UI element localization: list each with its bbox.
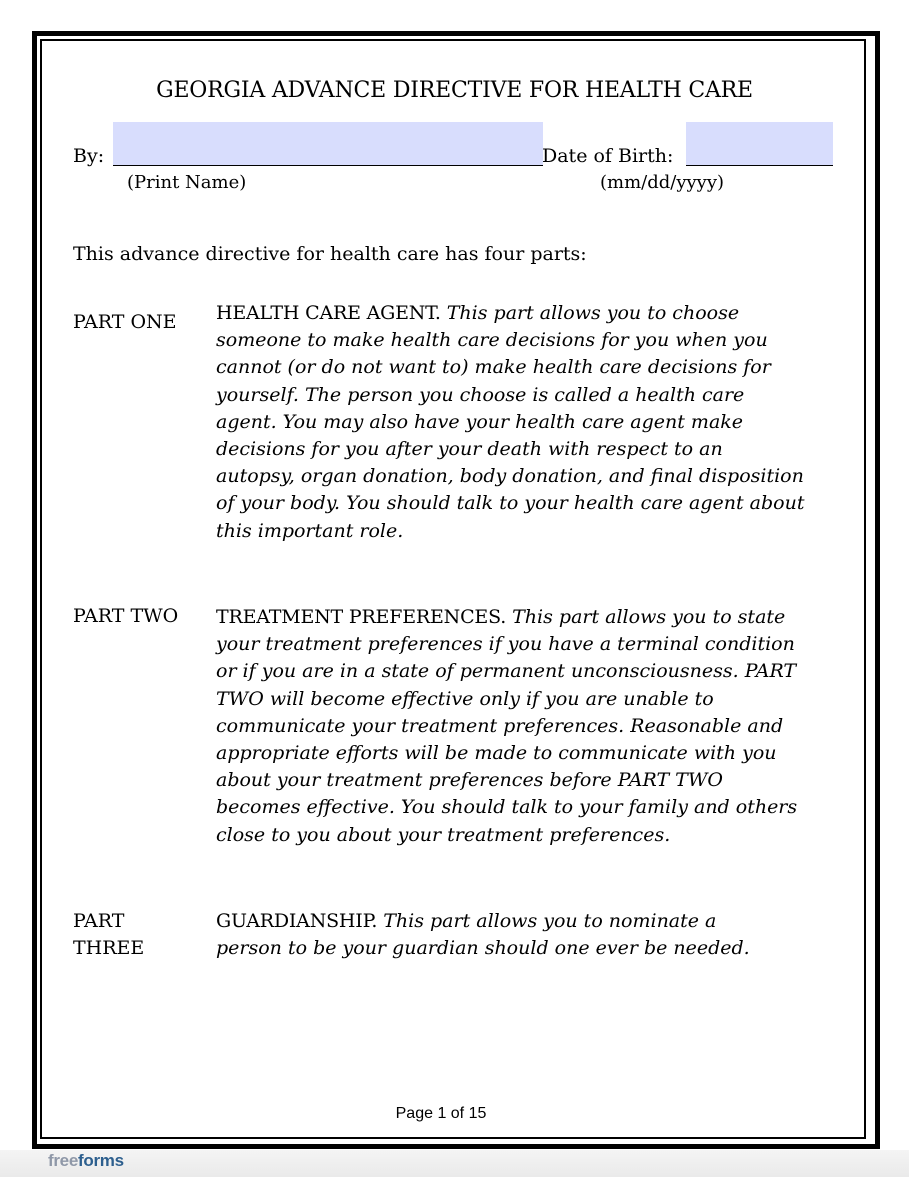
freeforms-logo (48, 1151, 124, 1171)
part-one-heading: HEALTH CARE AGENT. (216, 302, 441, 324)
intro-text: This advance directive for health care has four parts: (73, 243, 587, 265)
page-number: Page 1 of 15 (395, 1105, 487, 1122)
footer-bar (0, 1150, 909, 1177)
logo-forms-text: forms (78, 1151, 124, 1170)
part-two-label: PART TWO (73, 605, 179, 627)
by-label: By: (73, 145, 105, 167)
part-one-body (216, 300, 806, 545)
part-three-body (216, 908, 776, 962)
logo-free-text: free (48, 1151, 78, 1170)
page-border-inner (40, 39, 866, 1139)
dob-caption: (mm/dd/yyyy) (600, 172, 725, 193)
part-two-body (216, 604, 806, 849)
dob-label: Date of Birth: (542, 145, 674, 167)
part-three-label-line1: PART (73, 910, 125, 932)
part-one-label: PART ONE (73, 311, 177, 333)
part-one-text: This part allows you to choose someone to make health care decisions for you when you cannot (or do not want to) make health care decisions for yourself. The person you choose is called a health care agent. You may also have your health care agent make decisions for you after your death with respect to an autopsy, organ donation, body donation, and final disposition of your body. You should talk to your health care agent about this important role. (216, 302, 805, 542)
print-name-caption: (Print Name) (127, 172, 247, 193)
part-three-text: This part allows you to nominate a person to be your guardian should one ever be needed. (216, 910, 750, 960)
part-two-heading: TREATMENT PREFERENCES. (216, 606, 507, 628)
document-title: GEORGIA ADVANCE DIRECTIVE FOR HEALTH CARE (156, 78, 753, 103)
part-three-label-line2: THREE (73, 937, 145, 959)
print-name-field[interactable] (113, 122, 543, 166)
part-two-text: This part allows you to state your treatment preferences if you have a terminal condition or if you are in a state of permanent unconsciousness. PART TWO will become effective only if you are unable to communicate your treatment preferences. Reasonable and appropriate efforts will be made to communicate with you about your treatment preferences before PART TWO becomes effective. You should talk to your family and others close to you about your treatment preferences. (216, 606, 798, 846)
part-three-heading: GUARDIANSHIP. (216, 910, 378, 932)
date-of-birth-field[interactable] (686, 122, 833, 166)
